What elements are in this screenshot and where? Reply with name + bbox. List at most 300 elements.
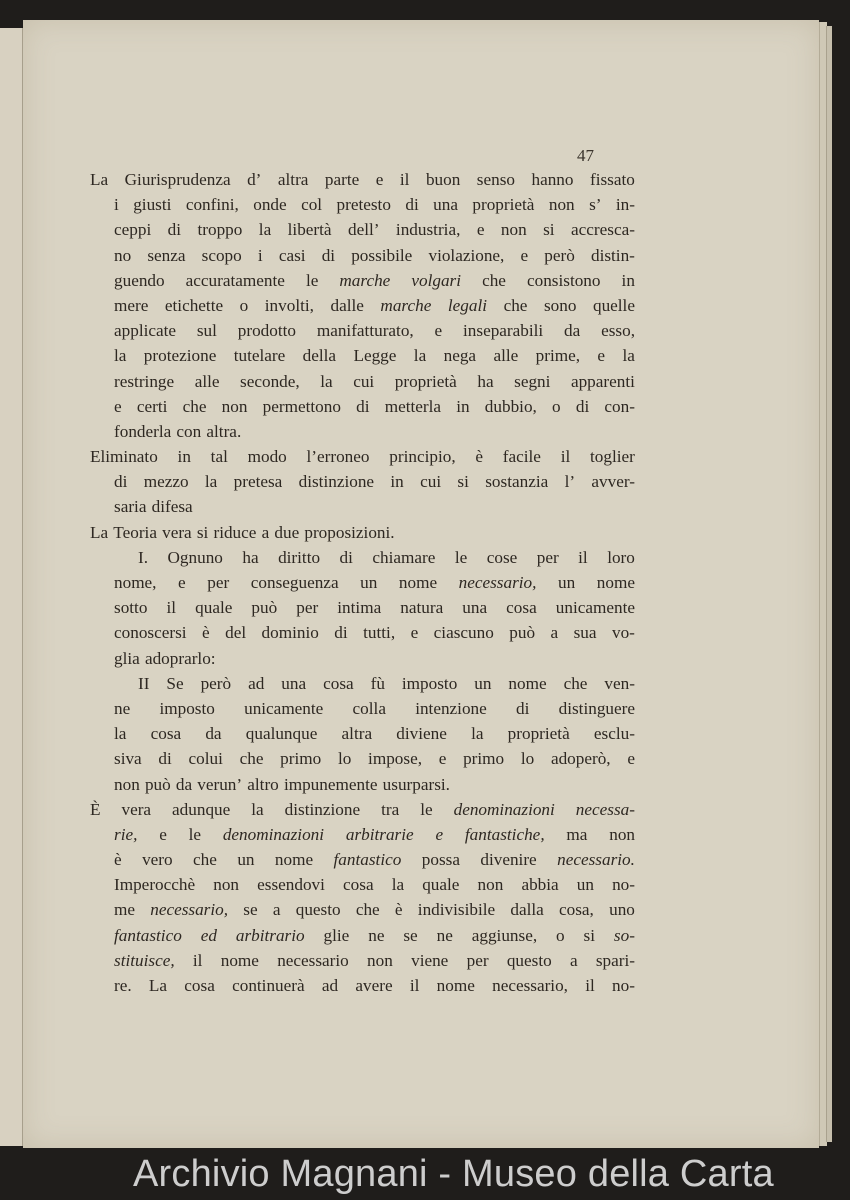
text-segment: e: [410, 623, 419, 643]
text-segment: la: [471, 724, 484, 744]
word: [339, 268, 390, 293]
text-segment: che: [182, 396, 207, 416]
text-segment: mezzo: [143, 472, 189, 492]
text-segment: uno: [609, 900, 635, 920]
text-segment: dell’: [347, 220, 380, 240]
text-segment: che: [503, 295, 528, 315]
text-segment: si: [583, 925, 596, 945]
word: [609, 822, 635, 847]
text-segment: permettono: [262, 396, 341, 416]
text-segment: La: [90, 522, 109, 542]
text-segment: non: [114, 774, 140, 794]
text-segment: quelle: [592, 295, 635, 315]
text-segment: glie: [323, 925, 350, 945]
text-segment: tutti,: [363, 623, 396, 643]
text-line: [90, 419, 635, 444]
text-line: [90, 394, 635, 419]
text-segment: Legge: [353, 346, 397, 366]
word: [334, 620, 347, 645]
word: [478, 872, 504, 897]
text-line: [90, 620, 635, 645]
word: [90, 520, 108, 545]
word: [433, 192, 458, 217]
word: [211, 444, 228, 469]
word: [435, 318, 443, 343]
text-segment: e: [627, 749, 635, 769]
text-segment: viene: [411, 950, 449, 970]
word: [240, 293, 249, 318]
word: [346, 822, 414, 847]
text-line: [90, 872, 635, 897]
word: [577, 872, 594, 897]
text-segment: dalle: [330, 295, 364, 315]
word: [411, 268, 461, 293]
text-segment: l’: [564, 472, 576, 492]
text-segment: ven-: [604, 673, 635, 693]
text-segment: giusti: [133, 195, 172, 215]
text-segment: è: [394, 900, 403, 920]
word: [114, 973, 132, 998]
text-segment: cosa: [184, 976, 215, 995]
text-segment: imposto: [159, 698, 215, 718]
text-segment: con: [176, 421, 202, 441]
word: [273, 897, 281, 922]
word: [455, 545, 467, 570]
word: [243, 897, 257, 922]
word: [138, 545, 148, 570]
word: [150, 897, 228, 922]
text-line: [90, 595, 635, 620]
italic-text: necessa-: [575, 799, 635, 819]
page-edge: [826, 26, 832, 1142]
text-segment: i: [114, 195, 119, 215]
word: [242, 545, 258, 570]
word: [284, 772, 378, 797]
word: [353, 696, 386, 721]
word: [238, 318, 296, 343]
text-segment: sotto: [114, 598, 148, 618]
word: [189, 746, 223, 771]
text-segment: a: [569, 950, 578, 970]
text-segment: guendo: [114, 270, 165, 290]
word: [456, 394, 469, 419]
text-line: [90, 167, 635, 192]
text-segment: Se: [166, 673, 184, 693]
word: [614, 923, 635, 948]
text-segment: pretesa: [233, 472, 283, 492]
italic-text: necessario,: [458, 573, 537, 592]
text-segment: il: [560, 447, 571, 467]
word: [285, 797, 360, 822]
word: [114, 419, 171, 444]
text-segment: cosa,: [559, 900, 594, 920]
text-segment: la: [251, 799, 264, 819]
text-segment: una: [281, 673, 307, 693]
text-segment: no: [114, 245, 132, 265]
word: [355, 973, 392, 998]
text-segment: lo: [337, 749, 352, 769]
italic-text: arbitrarie: [345, 824, 414, 844]
word: [213, 520, 256, 545]
text-segment: abbia: [521, 875, 559, 895]
word: [527, 268, 601, 293]
text-segment: facile: [502, 447, 541, 467]
word: [578, 545, 588, 570]
text-segment: primo: [280, 749, 322, 769]
text-segment: per: [466, 950, 489, 970]
text-segment: intima: [337, 598, 382, 618]
word: [622, 343, 634, 368]
word: [281, 671, 306, 696]
text-line: [90, 369, 635, 394]
text-segment: manifatturato,: [316, 321, 414, 341]
text-segment: avver-: [591, 472, 635, 492]
word: [565, 469, 576, 494]
text-segment: Giurisprudenza: [124, 170, 231, 189]
word: [114, 243, 131, 268]
word: [585, 973, 595, 998]
word: [420, 797, 432, 822]
word: [521, 243, 529, 268]
text-segment: altra: [341, 724, 373, 744]
text-segment: nome: [220, 950, 259, 970]
word: [178, 570, 186, 595]
facing-page-edge: [0, 28, 23, 1146]
word: [114, 847, 122, 872]
text-segment: senza: [147, 245, 186, 265]
text-segment: seconde,: [240, 371, 300, 391]
word: [317, 318, 414, 343]
text-segment: intenzione: [415, 698, 487, 718]
text-segment: questo: [506, 950, 552, 970]
text-segment: non: [548, 195, 575, 215]
word: [467, 948, 489, 973]
word: [521, 872, 558, 897]
text-segment: tutelare: [233, 346, 286, 366]
word: [351, 243, 412, 268]
text-segment: e: [520, 245, 529, 265]
word: [422, 872, 459, 897]
text-segment: parte: [324, 170, 360, 189]
word: [296, 595, 318, 620]
italic-text: necessario.: [557, 850, 635, 870]
word: [590, 444, 635, 469]
text-segment: ha: [477, 371, 494, 391]
text-segment: essendovi: [257, 875, 325, 895]
word: [395, 369, 457, 394]
word: [201, 923, 217, 948]
text-segment: involti,: [264, 295, 314, 315]
text-segment: conseguenza: [250, 573, 339, 592]
italic-text: fantastico: [114, 925, 182, 945]
text-line: [90, 494, 635, 519]
word: [253, 192, 286, 217]
text-segment: È: [90, 799, 101, 819]
text-segment: continuerà: [232, 976, 305, 995]
italic-text: necessario,: [150, 900, 229, 920]
text-segment: non: [221, 396, 248, 416]
text-segment: I.: [138, 547, 149, 567]
word: [385, 394, 441, 419]
word: [564, 318, 580, 343]
word: [114, 872, 195, 897]
word: [306, 268, 318, 293]
text-segment: primo: [463, 749, 505, 769]
text-segment: non: [500, 220, 527, 240]
text-segment: il: [192, 950, 203, 970]
word: [114, 343, 126, 368]
word: [410, 973, 420, 998]
word: [506, 595, 537, 620]
text-line: [90, 268, 635, 293]
text-segment: fissato: [589, 170, 635, 189]
word: [138, 671, 149, 696]
text-segment: da: [175, 774, 193, 794]
word: [193, 948, 203, 973]
word: [482, 268, 506, 293]
text-segment: proposizioni.: [304, 522, 395, 542]
text-segment: alle: [194, 371, 220, 391]
text-segment: verun’: [197, 774, 243, 794]
text-segment: glia: [114, 648, 140, 668]
word: [418, 897, 495, 922]
word: [437, 973, 475, 998]
word: [247, 772, 279, 797]
word: [325, 167, 359, 192]
page-number: 47: [577, 146, 594, 165]
text-segment: di: [158, 749, 172, 769]
word: [363, 620, 395, 645]
text-segment: adunque: [172, 799, 231, 819]
text-segment: di: [405, 195, 419, 215]
word: [537, 545, 559, 570]
text-segment: e: [178, 573, 186, 592]
word: [144, 469, 189, 494]
text-segment: no-: [612, 875, 635, 895]
italic-text: volgari: [411, 270, 462, 290]
word: [114, 217, 151, 242]
text-segment: nome: [596, 573, 635, 592]
text-segment: s’: [589, 195, 602, 215]
word: [213, 872, 239, 897]
italic-text: denominazioni: [453, 799, 555, 819]
word: [477, 217, 485, 242]
text-segment: però: [544, 245, 575, 265]
text-segment: il: [409, 976, 420, 995]
text-segment: è: [202, 623, 210, 643]
word: [415, 696, 487, 721]
text-segment: in-: [615, 195, 635, 215]
word: [158, 746, 171, 771]
word: [133, 192, 171, 217]
word: [465, 822, 545, 847]
text-segment: divenire: [480, 850, 537, 870]
text-segment: re.: [114, 976, 132, 995]
text-segment: e: [438, 749, 447, 769]
text-segment: pretesto: [336, 195, 391, 215]
text-segment: che: [193, 850, 217, 870]
text-segment: in: [177, 447, 191, 467]
text-segment: chiamare: [372, 547, 436, 567]
word: [197, 217, 242, 242]
word: [322, 243, 335, 268]
text-line: [90, 746, 635, 771]
text-segment: non: [609, 824, 635, 844]
text-segment: cosa: [343, 875, 374, 895]
word: [508, 721, 570, 746]
text-segment: ceppi: [114, 220, 152, 240]
word: [277, 948, 349, 973]
word: [435, 822, 443, 847]
word: [472, 192, 534, 217]
italic-text: marche: [339, 270, 391, 290]
text-segment: che: [482, 270, 506, 290]
text-line: [90, 243, 635, 268]
word: [221, 948, 259, 973]
word: [389, 444, 455, 469]
word: [197, 772, 242, 797]
text-segment: quale: [195, 598, 233, 618]
text-line: [90, 772, 635, 797]
text-segment: violazione,: [428, 245, 505, 265]
text-segment: cosa: [506, 598, 537, 618]
text-segment: La: [90, 170, 109, 189]
text-line: [90, 721, 635, 746]
italic-text: so-: [613, 925, 635, 945]
text-line: [90, 646, 635, 671]
word: [113, 520, 157, 545]
word: [275, 847, 313, 872]
word: [240, 746, 264, 771]
text-segment: scopo: [201, 245, 242, 265]
text-segment: nome: [508, 673, 547, 693]
word: [591, 243, 635, 268]
text-segment: il: [399, 170, 410, 189]
text-segment: unicamente: [244, 698, 324, 718]
text-segment: se: [243, 900, 258, 920]
text-segment: e: [114, 396, 122, 416]
text-segment: hanno: [531, 170, 574, 189]
text-line: [90, 192, 635, 217]
text-segment: una: [462, 598, 488, 618]
text-segment: cose: [486, 547, 518, 567]
text-segment: e: [597, 346, 606, 366]
word: [262, 620, 319, 645]
text-segment: si: [196, 522, 209, 542]
text-segment: di: [114, 472, 128, 492]
text-segment: proprietà: [507, 724, 570, 744]
text-segment: libertà: [287, 220, 332, 240]
word: [178, 444, 191, 469]
word: [225, 620, 246, 645]
text-segment: esclu-: [593, 724, 635, 744]
word: [594, 721, 635, 746]
text-segment: ne: [368, 925, 385, 945]
word: [342, 721, 373, 746]
word: [152, 494, 193, 519]
word: [222, 394, 248, 419]
text-segment: una: [433, 195, 458, 215]
text-segment: nome: [398, 573, 438, 592]
word: [485, 469, 548, 494]
text-segment: del: [225, 623, 247, 643]
word: [612, 973, 635, 998]
text-segment: vero: [142, 850, 173, 870]
word: [258, 243, 263, 268]
word: [340, 545, 353, 570]
word: [368, 746, 422, 771]
word: [428, 243, 504, 268]
text-line: [90, 520, 635, 545]
word: [114, 293, 148, 318]
text-segment: un: [360, 573, 378, 592]
word: [259, 217, 271, 242]
text-segment: ad: [248, 673, 265, 693]
word: [114, 772, 140, 797]
text-segment: o: [552, 396, 561, 416]
word: [90, 444, 158, 469]
text-segment: loro: [607, 547, 635, 567]
word: [552, 394, 561, 419]
word: [521, 746, 534, 771]
italic-text: e: [435, 824, 444, 844]
word: [197, 520, 208, 545]
text-segment: il: [585, 976, 595, 995]
word: [142, 847, 173, 872]
text-line: [90, 217, 635, 242]
word: [396, 217, 460, 242]
text-segment: vo-: [611, 623, 635, 643]
text-segment: o: [556, 925, 565, 945]
text-segment: qualunque: [245, 724, 318, 744]
text-segment: le: [188, 824, 202, 844]
text-segment: sono: [543, 295, 577, 315]
text-segment: impose,: [368, 749, 422, 769]
text-segment: le: [454, 547, 468, 567]
italic-text: denominazioni: [222, 824, 325, 844]
text-segment: di: [334, 623, 348, 643]
italic-text: fantastiche,: [464, 824, 545, 844]
word: [601, 318, 635, 343]
italic-text: stituisce,: [114, 950, 175, 970]
text-segment: necessario,: [492, 976, 568, 995]
text-segment: casi: [278, 245, 306, 265]
text-segment: non: [213, 875, 240, 895]
text-segment: distinzione: [284, 799, 361, 819]
word: [114, 746, 142, 771]
word: [360, 570, 377, 595]
word: [151, 721, 182, 746]
word: [399, 570, 437, 595]
word: [597, 570, 635, 595]
word: [279, 243, 306, 268]
word: [234, 469, 283, 494]
text-segment: nega: [443, 346, 477, 366]
text-line: [90, 545, 635, 570]
word: [307, 444, 370, 469]
text-segment: la: [114, 346, 127, 366]
text-segment: si: [543, 220, 555, 240]
text-segment: II: [138, 673, 150, 693]
word: [390, 469, 403, 494]
text-segment: i: [257, 245, 263, 265]
word: [487, 545, 518, 570]
text-segment: nome: [436, 976, 475, 995]
word: [551, 620, 559, 645]
text-segment: di: [167, 220, 182, 240]
text-segment: distinguere: [558, 698, 635, 718]
word: [371, 671, 385, 696]
